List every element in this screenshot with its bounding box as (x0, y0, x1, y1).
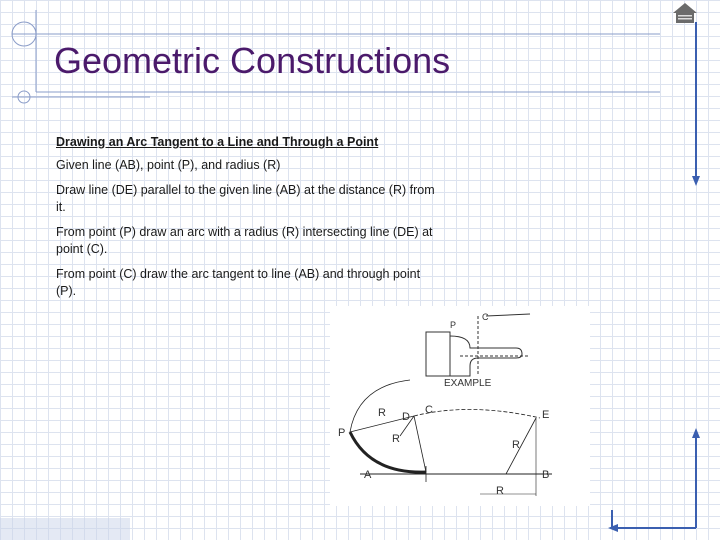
label-d: D (402, 411, 410, 423)
step-paragraph-4: From point (C) draw the arc tangent to line (AB) and through point (P). (56, 267, 421, 298)
label-c: C (425, 404, 433, 416)
label-b: B (542, 469, 550, 481)
label-e: E (542, 409, 550, 421)
section-heading: Drawing an Arc Tangent to a Line and Through a Point (56, 135, 379, 149)
label-r-4: R (496, 485, 504, 497)
slide-title: Geometric Constructions (54, 40, 451, 81)
example-label-c: C (482, 312, 489, 322)
home-icon (672, 2, 698, 24)
label-r-3: R (512, 439, 520, 451)
step-paragraph-2: Draw line (DE) parallel to the given line (AB) at the distance (R) from it. (56, 183, 435, 214)
step-paragraph-1: Given line (AB), point (P), and radius (R) (56, 158, 281, 172)
label-r-1: R (378, 407, 386, 419)
label-p: P (338, 427, 346, 439)
construction-figure (330, 306, 590, 506)
example-caption: EXAMPLE (444, 378, 492, 389)
label-a: A (364, 469, 372, 481)
home-button[interactable] (672, 2, 698, 24)
slide-content (56, 134, 436, 308)
step-paragraph-3: From point (P) draw an arc with a radius (R) intersecting line (DE) at point (C). (56, 225, 433, 256)
example-label-p: P (450, 320, 457, 330)
label-r-2: R (392, 433, 400, 445)
